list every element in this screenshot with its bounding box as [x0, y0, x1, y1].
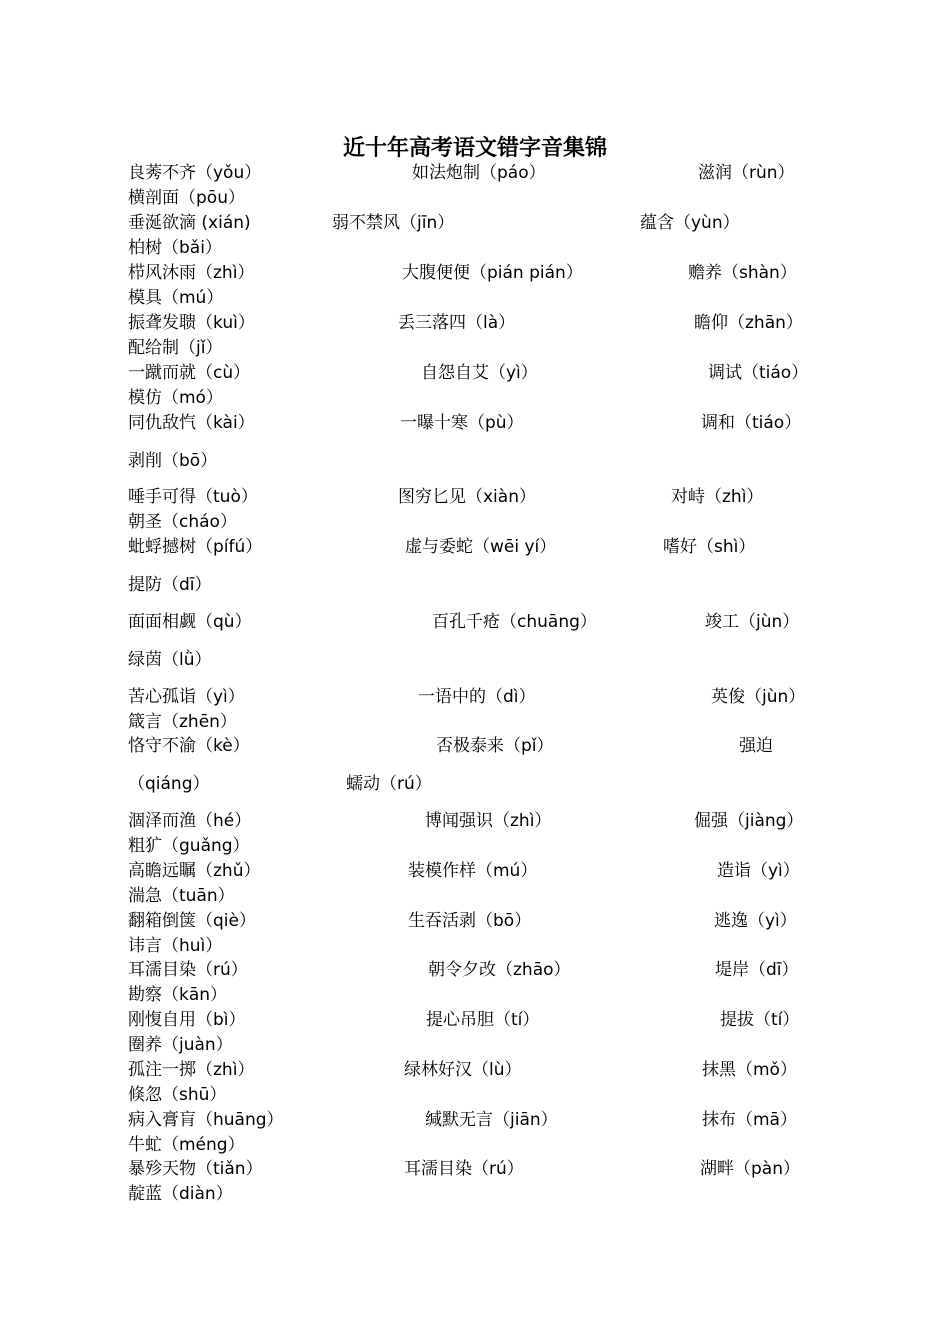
entry-text: 虚与委蛇（wēi yí） [405, 537, 557, 557]
entry-text: 蠕动（rú） [346, 774, 432, 794]
entry-text: 面面相觑（qù） [128, 612, 252, 632]
entry-text: 孤注一掷（zhì） [128, 1060, 255, 1080]
entry-text: 朝圣（cháo） [128, 512, 237, 532]
entry-text: 赡养（shàn） [688, 263, 797, 283]
entry-text: 生吞活剥（bō） [408, 911, 532, 931]
entry-text: 唾手可得（tuò） [128, 487, 258, 507]
entry-text: 振聋发聩（kuì） [128, 313, 255, 333]
entry-text: 栉风沐雨（zhì） [128, 263, 255, 283]
entry-text: 模具（mú） [128, 288, 224, 308]
entry-text: 湍急（tuān） [128, 886, 235, 906]
entry-text: 一曝十寒（pù） [400, 413, 524, 433]
entry-text: 博闻强识（zhì） [425, 811, 552, 831]
entry-text: 朝令夕改（zhāo） [428, 960, 571, 980]
entry-text: 滋润（rùn） [698, 163, 795, 183]
entry-text: 配给制（jǐ） [128, 338, 223, 358]
entry-text: 调和（tiáo） [701, 413, 802, 433]
entry-text: 柏树（bǎi） [128, 238, 222, 258]
entry-text: 蚍蜉撼树（pífú） [128, 537, 263, 557]
entry-text: 圈养（juàn） [128, 1035, 233, 1055]
entry-text: 蕴含（yùn） [640, 213, 740, 233]
entry-text: 调试（tiáo） [708, 363, 809, 383]
entry-text: 图穷匕见（xiàn） [398, 487, 536, 507]
entry-text: 竣工（jùn） [705, 612, 800, 632]
entry-text: 湖畔（pàn） [700, 1159, 800, 1179]
entry-text: 百孔千疮（chuāng） [432, 612, 597, 632]
entry-text: 恪守不渝（kè） [128, 736, 250, 756]
entry-text: 剥削（bō） [128, 451, 218, 471]
entry-text: （qiáng） [128, 774, 210, 794]
entry-text: 瞻仰（zhān） [694, 313, 803, 333]
entry-text: 横剖面（pōu） [128, 188, 245, 208]
entry-text: 对峙（zhì） [671, 487, 764, 507]
entry-text: 良莠不齐（yǒu） [128, 163, 262, 183]
entry-text: 粗犷（guǎng） [128, 836, 250, 856]
entry-text: 弱不禁风（jīn） [332, 213, 455, 233]
entry-text: 勘察（kān） [128, 985, 228, 1005]
entry-text: 一蹴而就（cù） [128, 363, 251, 383]
entry-text: 模仿（mó） [128, 388, 223, 408]
entry-text: 病入膏肓（huāng） [128, 1110, 284, 1130]
entry-text: 绿茵（lǜ） [128, 650, 212, 670]
entry-text: 高瞻远瞩（zhǔ） [128, 861, 261, 881]
entry-text: 箴言（zhēn） [128, 712, 237, 732]
entry-text: 抹黑（mǒ） [702, 1060, 797, 1080]
entry-text: 提防（dī） [128, 575, 212, 595]
entry-text: 涸泽而渔（hé） [128, 811, 252, 831]
entry-text: 同仇敌忾（kài） [128, 413, 255, 433]
entry-text: 如法炮制（páo） [412, 163, 546, 183]
entry-text: 逃逸（yì） [714, 911, 797, 931]
entry-text: 苦心孤诣（yì） [128, 687, 245, 707]
entry-text: 倔强（jiàng） [694, 811, 804, 831]
entry-text: 装模作样（mú） [408, 861, 538, 881]
entry-text: 刚愎自用（bì） [128, 1010, 246, 1030]
entry-text: 垂涎欲滴 (xián) [128, 213, 251, 233]
entry-text: 提心吊胆（tí） [426, 1010, 540, 1030]
entry-text: 英俊（jùn） [711, 687, 806, 707]
entry-text: 翻箱倒箧（qiè） [128, 911, 256, 931]
entry-text: 绿林好汉（lù） [404, 1060, 522, 1080]
entry-text: 牛虻（méng） [128, 1135, 245, 1155]
entry-text: 讳言（huì） [128, 936, 223, 956]
entry-text: 嗜好（shì） [663, 537, 756, 557]
page-title: 近十年高考语文错字音集锦 [342, 136, 607, 161]
entry-text: 提拔（tí） [720, 1010, 800, 1030]
entry-text: 一语中的（dì） [418, 687, 536, 707]
entry-text: 倏忽（shū） [128, 1085, 227, 1105]
entry-text: 大腹便便（pián pián） [402, 263, 583, 283]
entry-text: 耳濡目染（rú） [404, 1159, 524, 1179]
entry-text: 否极泰来（pǐ） [436, 736, 554, 756]
entry-text: 自怨自艾（yì） [421, 363, 538, 383]
entry-text: 抹布（mā） [702, 1110, 797, 1130]
entry-text: 耳濡目染（rú） [128, 960, 248, 980]
entry-text: 堤岸（dī） [715, 960, 799, 980]
entry-text: 丢三落四（là） [398, 313, 516, 333]
entry-text: 靛蓝（diàn） [128, 1184, 233, 1204]
entry-text: 暴殄天物（tiǎn） [128, 1159, 263, 1179]
entry-text: 造诣（yì） [717, 861, 800, 881]
entry-text: 强迫 [739, 736, 773, 756]
entry-text: 缄默无言（jiān） [425, 1110, 558, 1130]
